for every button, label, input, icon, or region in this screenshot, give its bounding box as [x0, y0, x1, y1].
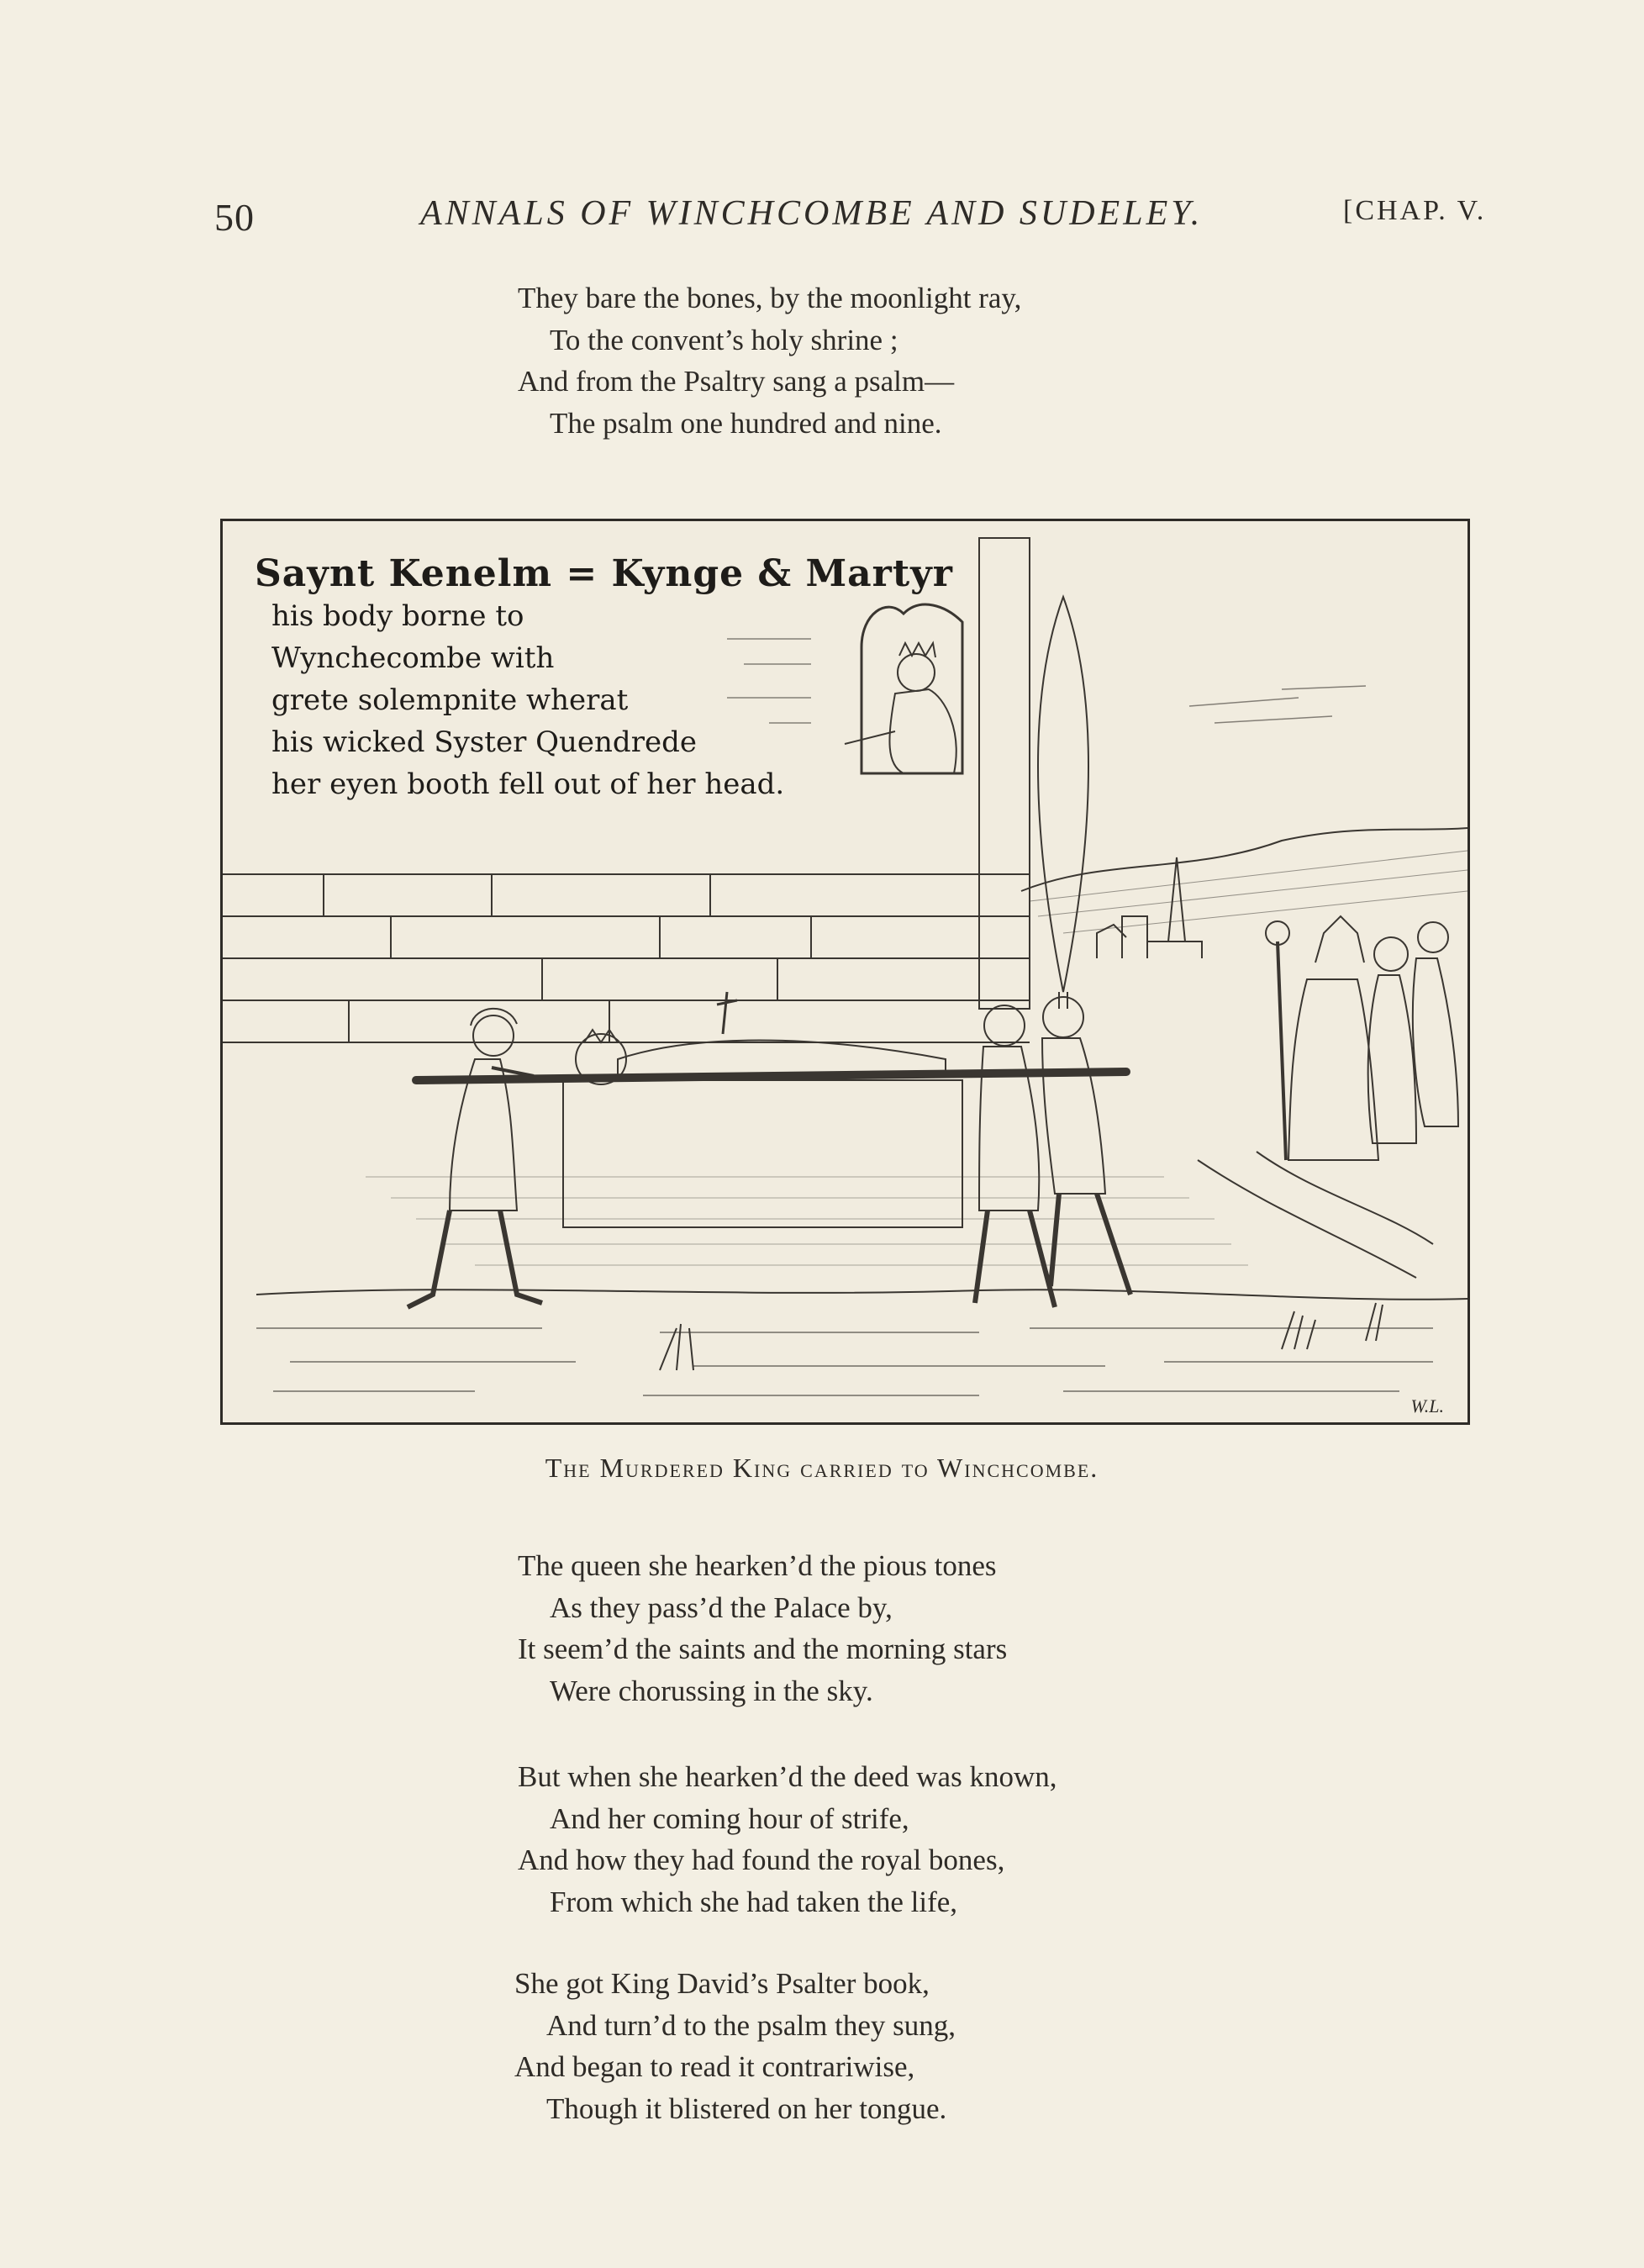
page-number: 50	[214, 196, 255, 239]
legend-line: her eyen booth fell out of her head.	[271, 767, 785, 801]
verse-line: And began to read it contrariwise,	[514, 2050, 915, 2083]
verse-line: The queen she hearken’d the pious tones	[518, 1549, 997, 1582]
illustration-frame	[220, 519, 1470, 1425]
running-title: ANNALS OF WINCHCOMBE AND SUDELEY.	[420, 194, 1204, 233]
artist-signature: W.L.	[1410, 1395, 1444, 1416]
verse-line: And how they had found the royal bones,	[518, 1843, 1005, 1876]
page-header	[0, 187, 1644, 237]
verse-line: Though it blistered on her tongue.	[546, 2091, 947, 2125]
verse-line: As they pass’d the Palace by,	[550, 1590, 893, 1624]
stanza-2	[518, 1545, 1007, 1712]
stanza-3	[518, 1756, 1056, 1923]
chapter-reference: [CHAP. V.	[1343, 195, 1487, 226]
stanza-1	[518, 277, 1021, 444]
illustration-legend	[255, 553, 977, 805]
verse-line: And from the Psaltry sang a psalm—	[518, 365, 955, 398]
figure-caption: The Murdered King carried to Winchcombe.	[545, 1453, 1099, 1483]
legend-line: grete solempnite wherat	[271, 683, 629, 717]
verse-line: From which she had taken the life,	[550, 1885, 958, 1918]
verse-line: The psalm one hundred and nine.	[550, 406, 942, 440]
verse-line: And turn’d to the psalm they sung,	[546, 2008, 956, 2042]
verse-line: To the convent’s holy shrine ;	[550, 323, 898, 356]
verse-line: Were chorussing in the sky.	[550, 1674, 873, 1707]
legend-line: his body borne to	[271, 599, 524, 633]
verse-line: But when she hearken’d the deed was known,	[518, 1760, 1057, 1793]
stanza-4	[514, 1963, 956, 2129]
verse-line: They bare the bones, by the moonlight ray,	[518, 282, 1022, 314]
verse-line: It seem’d the saints and the morning stars	[518, 1632, 1008, 1665]
legend-line: his wicked Syster Quendrede	[271, 725, 697, 759]
verse-line: She got King David’s Psalter book,	[514, 1967, 930, 2000]
verse-line: And her coming hour of strife,	[550, 1801, 909, 1835]
legend-title: Saynt Kenelm = Kynge & Martyr	[255, 552, 953, 595]
legend-line: Wynchecombe with	[271, 641, 555, 675]
